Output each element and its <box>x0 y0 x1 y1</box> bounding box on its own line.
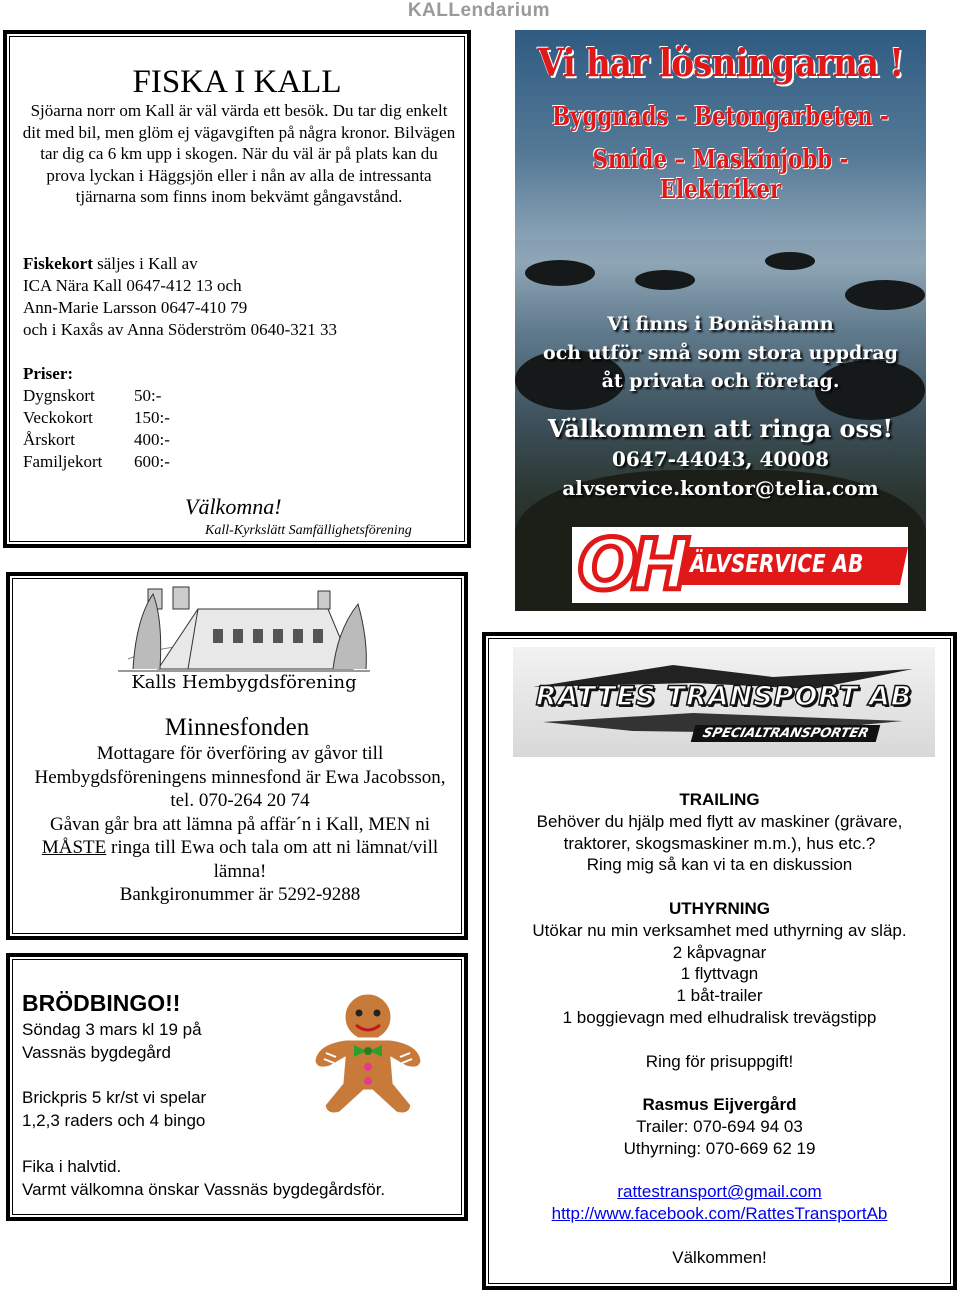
memorial-fund-box <box>6 572 468 940</box>
price-call: Ring för prisuppgift! <box>645 1051 794 1071</box>
fishing-sales-rest: säljes i Kall av <box>92 254 198 273</box>
price-value: 400:- <box>134 430 170 449</box>
rental-line: 1 båt-trailer <box>676 986 763 1006</box>
contact-name: Rasmus Eijvergård <box>642 1095 797 1115</box>
ad-text-line: Vi finns i Bonäshamn <box>607 313 834 335</box>
publication-title: KALLendarium <box>407 0 550 21</box>
bankgiro-number: Bankgironummer är 5292-9288 <box>119 884 361 905</box>
fishing-sales-bold: Fiskekort <box>23 254 93 273</box>
rental-line: 1 flyttvagn <box>680 964 759 984</box>
ad-text-line: och utför små som stora uppdrag <box>543 342 898 364</box>
trailing-title: TRAILING <box>679 790 760 809</box>
rattes-logo-subtitle: SPECIALTRANSPORTER <box>691 725 881 742</box>
price-name: Dygnskort <box>23 386 95 405</box>
alvservice-logo <box>572 524 908 606</box>
rental-line: Utökar nu min verksamhet med uthyrning av släp. <box>532 920 907 940</box>
price-list-title: Priser: <box>23 364 74 383</box>
logo-company-name: ÄLVSERVICE AB <box>690 549 864 578</box>
society-name: Kalls Hembygdsförening <box>131 672 357 693</box>
ad-email: alvservice.kontor@telia.com <box>562 476 879 500</box>
bingo-line: Söndag 3 mars kl 19 på <box>22 1020 202 1039</box>
price-row <box>23 385 170 407</box>
bingo-line: Brickpris 5 kr/st vi spelar <box>22 1088 207 1108</box>
rental-title: UTHYRNING <box>668 898 771 918</box>
trailing-line: Behöver du hjälp med flytt av maskiner (grävare, <box>536 811 903 831</box>
ad-text-line: åt privata och företag. <box>601 370 840 392</box>
price-name: Familjekort <box>23 452 103 471</box>
price-value: 50:- <box>134 386 162 405</box>
bingo-line: Vassnäs bygdegård <box>22 1042 172 1062</box>
fishing-welcome: Välkomna! <box>185 494 282 519</box>
trailing-line: traktorer, skogsmaskiner m.m.), hus etc.? <box>563 833 876 853</box>
rattes-info <box>486 789 953 1269</box>
price-row <box>23 429 170 451</box>
bread-bingo-box <box>6 953 468 1221</box>
memorial-fund-title: Minnesfonden <box>164 714 310 741</box>
memorial-fund-text: ringa till Ewa och tala om att ni lämnat/vill lämna! <box>106 837 439 882</box>
bingo-line: Varmt välkomna önskar Vassnäs bygdegårdsför. <box>22 1179 386 1199</box>
fishing-intro: Sjöarna norr om Kall är väl värda ett besök. Du tar dig enkelt dit med bil, men glöm ej vägavgiften på några kronor. Bilvägen tar dig ca 6 km upp i skogen. När du väl är på plats kan du prova lyckan i Häggsjön eller i nån av alla de intressanta tjärnarna som finns inom bekvämt gångavstånd. <box>22 101 456 206</box>
rock-shape <box>765 252 815 270</box>
price-value: 600:- <box>134 452 170 471</box>
rattes-logo-banner <box>513 647 935 757</box>
fishing-notice-box <box>3 30 471 548</box>
bingo-line: 1,2,3 raders och 4 bingo <box>22 1111 206 1131</box>
logo-letters: OH <box>578 524 685 606</box>
trailing-line: Ring mig så kan vi ta en diskussion <box>586 855 853 875</box>
bingo-title: BRÖDBINGO!! <box>22 990 181 1016</box>
sales-line: Ann-Marie Larsson 0647-410 79 <box>23 298 248 317</box>
rock-shape <box>635 270 695 290</box>
sales-line: ICA Nära Kall 0647-412 13 och <box>23 276 242 295</box>
memorial-fund-text: Mottagare för överföring av gåvor till Hembygdsföreningens minnesfond är Ewa Jacobsson, tel. 070-264 20 74 <box>34 743 446 811</box>
rattes-welcome: Välkommen! <box>672 1247 767 1267</box>
ad-phone: 0647-44043, 40008 <box>611 447 830 471</box>
ad-headline: Vi har lösningarna ! <box>537 40 904 85</box>
ad-services-line: Smide – Maskinjobb - Elektriker <box>592 145 849 205</box>
rental-phone: Uthyrning: 070-669 62 19 <box>623 1138 816 1158</box>
facebook-link[interactable]: http://www.facebook.com/RattesTransportAb <box>551 1204 888 1224</box>
bingo-line: Fika i halvtid. <box>22 1156 122 1176</box>
price-list <box>23 363 170 473</box>
price-row <box>23 407 170 429</box>
memorial-fund-body <box>28 742 452 907</box>
rock-shape <box>525 260 595 286</box>
price-row <box>23 451 170 473</box>
price-value: 150:- <box>134 408 170 427</box>
alvservice-ad <box>515 30 926 611</box>
memorial-fund-emphasis: MÅSTE <box>41 837 107 858</box>
trailer-phone: Trailer: 070-694 94 03 <box>636 1116 803 1136</box>
price-name: Veckokort <box>23 408 93 427</box>
ad-services-line: Byggnads – Betongarbeten - <box>552 102 889 132</box>
rattes-logo-name: RATTES TRANSPORT AB <box>535 681 913 712</box>
gingerbread-man-icon <box>306 987 430 1119</box>
ad-call-to-action: Välkommen att ringa oss! <box>547 414 894 443</box>
fishing-sales-info <box>23 253 337 341</box>
price-name: Årskort <box>23 430 75 449</box>
rental-line: 2 kåpvagnar <box>672 942 767 962</box>
rattes-transport-ad <box>482 632 957 1290</box>
fishing-organization: Kall-Kyrkslätt Samfällighetsförening <box>205 523 412 538</box>
rental-line: 1 boggievagn med elhudralisk trevägstipp <box>562 1007 877 1027</box>
sales-line: och i Kaxås av Anna Söderström 0640-321 33 <box>23 320 337 339</box>
email-link[interactable]: rattestransport@gmail.com <box>617 1182 822 1202</box>
memorial-fund-text: Gåvan går bra att lämna på affär´n i Kall, MEN ni <box>49 813 431 835</box>
fishing-title: FISKA I KALL <box>132 64 342 100</box>
rock-shape <box>845 280 925 310</box>
